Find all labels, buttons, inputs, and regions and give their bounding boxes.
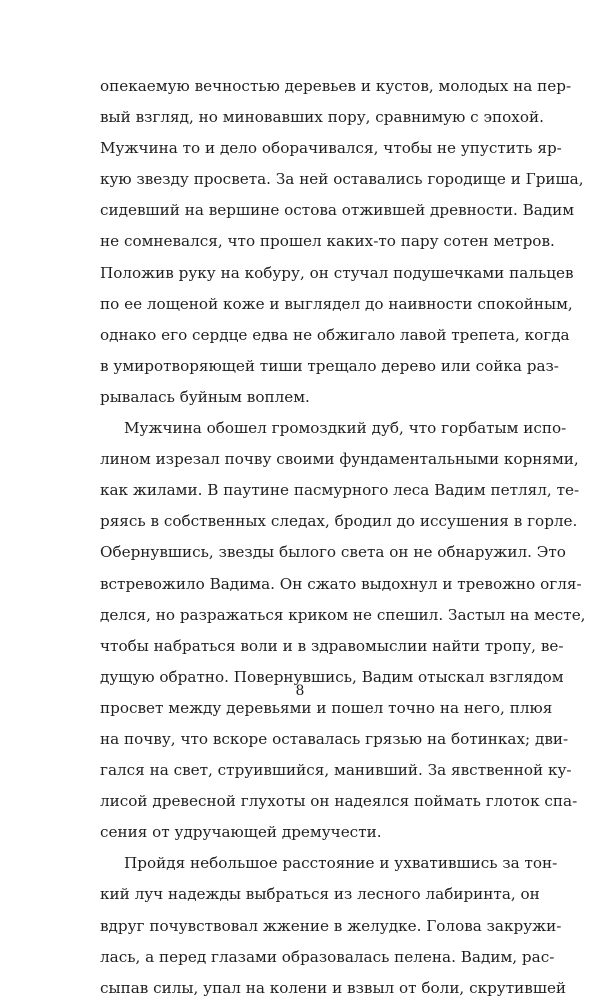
text-line: вдруг почувствовал жжение в желудке. Голова закружи- <box>100 916 562 935</box>
text-line: Обернувшись, звезды былого света он не обнаружил. Это <box>100 543 566 562</box>
text-line: сения от удручающей дремучести. <box>100 823 382 842</box>
text-line: сыпав силы, упал на колени и взвыл от боли, скрутившей <box>100 978 567 997</box>
body-text <box>100 71 586 1004</box>
text-line: вый взгляд, но миновавших пору, сравнимую с эпохой. <box>100 108 544 127</box>
text-line: ряясь в собственных следах, бродил до иссушения в горле. <box>100 512 578 531</box>
text-line: кую звезду просвета. За ней оставались городище и Гриша, <box>100 170 584 189</box>
text-line: чтобы набраться воли и в здравомыслии найти тропу, ве- <box>100 636 564 655</box>
text-line: в умиротворяющей тиши трещало дерево или сойка раз- <box>100 356 559 375</box>
text-line: просвет между деревьями и пошел точно на него, плюя <box>100 698 553 717</box>
text-line: опекаемую вечностью деревьев и кустов, молодых на пер- <box>100 77 572 95</box>
text-line: гался на свет, струившийся, манивший. За явственной ку- <box>100 761 572 780</box>
text-line: делся, но разражаться криком не спешил. Застыл на месте, <box>100 605 586 624</box>
text-line: не сомневался, что прошел каких-то пару сотен метров. <box>100 232 555 251</box>
text-line: на почву, что вскоре оставалась грязью на ботинках; дви- <box>100 729 569 748</box>
text-line: как жилами. В паутине пасмурного леса Вадим петлял, те- <box>100 481 580 500</box>
text-line: рывалась буйным воплем. <box>100 387 310 406</box>
text-line: Положив руку на кобуру, он стучал подушечками пальцев <box>100 263 574 282</box>
text-line: лисой древесной глухоты он надеялся поймать глоток спа- <box>100 792 578 811</box>
text-line: кий луч надежды выбраться из лесного лабиринта, он <box>100 885 540 904</box>
text-line: Мужчина то и дело оборачивался, чтобы не упустить яр- <box>100 139 562 158</box>
text-line: однако его сердце едва не обжигало лавой трепета, когда <box>100 325 570 344</box>
text-line: встревожило Вадима. Он сжато выдохнул и тревожно огля- <box>100 574 582 593</box>
paragraph-first-line: Мужчина обошел громоздкий дуб, что горбатым испо- <box>124 419 567 438</box>
text-line: лином изрезал почву своими фундаментальными корнями, <box>100 450 579 469</box>
text-line: лась, а перед глазами образовалась пелена. Вадим, рас- <box>100 947 555 966</box>
text-line: дущую обратно. Повернувшись, Вадим отыскал взглядом <box>100 667 564 686</box>
paragraph-first-line: Пройдя небольшое расстояние и ухватившись за тон- <box>124 854 558 873</box>
page-number: 8 <box>295 683 305 699</box>
text-line: по ее лощеной коже и выглядел до наивности спокойным, <box>100 294 573 313</box>
text-line: сидевший на вершине остова отжившей древности. Вадим <box>100 201 575 220</box>
